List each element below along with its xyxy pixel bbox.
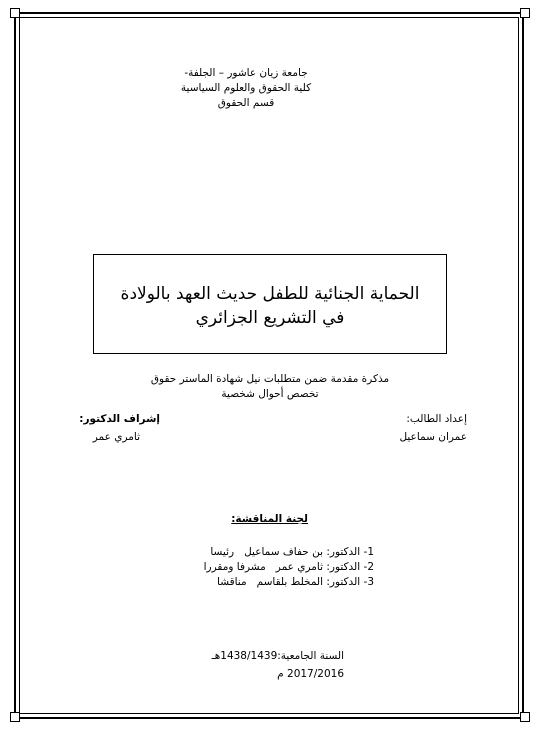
academic-year-gregorian: 2017/2016 م [277,668,344,680]
corner-ornament-top-left [10,8,20,18]
inner-border [19,17,519,714]
faculty-name: كلية الحقوق والعلوم السياسية [180,82,312,94]
department-name: قسم الحقوق [217,97,275,109]
degree-statement: مذكرة مقدمة ضمن متطلبات نيل شهادة الماستر حقوق [150,373,390,385]
specialization: تخصص أحوال شخصية [221,388,319,400]
title-box [93,254,447,354]
thesis-title [94,282,446,330]
committee-member-1 [204,545,374,560]
institution-header [146,66,346,111]
thesis-title-line-1: الحماية الجنائية للطفل حديث العهد بالولادة [120,284,420,304]
committee-member-2 [204,560,374,575]
university-name: جامعة زيان عاشور – الجلفة- [184,67,308,79]
committee-heading: لجنة المناقشة: [231,513,308,525]
committee-member-role: مشرفا ومقررا [203,561,266,573]
corner-ornament-bottom-left [10,712,20,722]
corner-ornament-bottom-right [520,712,530,722]
student-name: عمران سماعيل [399,431,467,443]
committee-list [204,545,374,590]
academic-year [212,647,344,683]
committee-member-3 [204,575,374,590]
thesis-title-line-2: في التشريع الجزائري [195,308,345,328]
committee-member-role: رئيسا [210,546,235,558]
committee-member-role: مناقشا [217,576,247,588]
committee-member-entry: 3- الدكتور: المخلط بلقاسم [256,576,374,588]
committee-member-entry: 1- الدكتور: بن حفاف سماعيل [244,546,374,558]
committee-member-entry: 2- الدكتور: ثامري عمر [275,561,374,573]
thesis-subtitle [140,372,400,402]
student-label: إعداد الطالب: [406,413,467,425]
academic-year-hijri: السنة الجامعية:1438/1439هـ [211,650,344,662]
supervisor-label: إشراف الدكتور: [79,413,160,425]
corner-ornament-top-right [520,8,530,18]
supervisor-name: ثامري عمر [92,431,140,443]
